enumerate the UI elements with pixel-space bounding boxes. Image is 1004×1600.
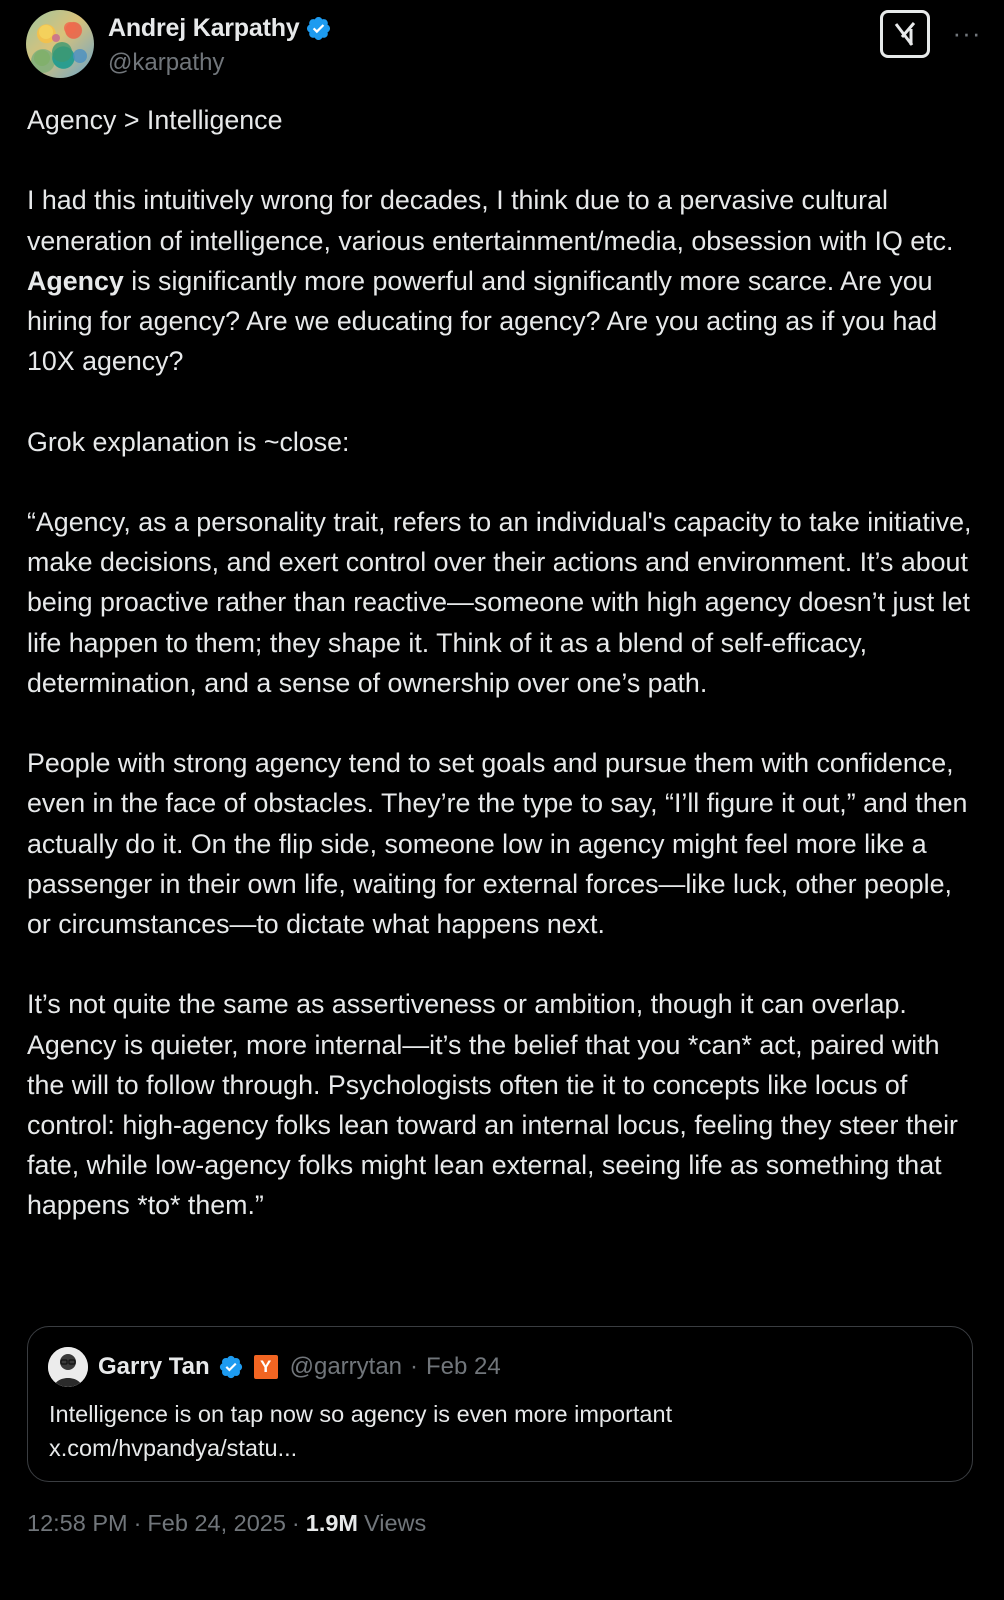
author-name[interactable]: Andrej Karpathy (108, 14, 300, 42)
avatar-artwork-icon (26, 10, 94, 78)
verified-badge-icon[interactable] (305, 15, 332, 42)
tweet-time[interactable]: 12:58 PM (27, 1510, 128, 1536)
author-info (108, 14, 332, 77)
more-horizontal-icon: ··· (952, 17, 982, 48)
tweet-date[interactable]: Feb 24, 2025 (147, 1510, 286, 1536)
ycombinator-badge-icon[interactable]: Y (254, 1355, 278, 1379)
tweet-text (27, 100, 982, 1226)
author-avatar[interactable] (26, 10, 94, 78)
quoted-tweet-header (48, 1347, 501, 1387)
more-options-button[interactable] (950, 18, 984, 48)
separator-dot: · (133, 1510, 142, 1536)
separator-dot: · (410, 1353, 419, 1380)
tweet-bold-text: Agency (27, 265, 124, 296)
tweet-meta (27, 1510, 426, 1537)
quoted-author-handle[interactable]: @garrytan (289, 1353, 403, 1380)
tweet-paragraph: Agency > Intelligence (27, 105, 283, 135)
tweet-text-segment: is significantly more powerful and significantly more scarce. Are you hiring for agency? Are we educating for agency? Are you acting as if you had 10X agency? (27, 265, 938, 377)
quoted-author-avatar[interactable] (48, 1347, 88, 1387)
quoted-tweet-date[interactable]: Feb 24 (426, 1353, 501, 1380)
tweet-paragraph: “Agency, as a personality trait, refers to an individual's capacity to take initiative, make decisions, and exert control over their actions and environment. It’s about being proactive rather than reactive—someone with high agency doesn’t just let life happen to them; they shape it. Think of it as a blend of self-efficacy, determination, and a sense of ownership over one’s path. (27, 506, 972, 698)
person-portrait-icon (48, 1347, 88, 1387)
grok-button[interactable] (880, 10, 930, 58)
tweet-paragraph: Grok explanation is ~close: (27, 426, 350, 457)
views-count[interactable]: 1.9M (305, 1510, 358, 1536)
verified-badge-icon[interactable] (218, 1354, 244, 1380)
author-handle[interactable]: @karpathy (108, 49, 225, 76)
quoted-text-line: Intelligence is on tap now so agency is even more important (49, 1401, 673, 1427)
quoted-tweet-text (49, 1397, 949, 1465)
separator-dot: · (291, 1510, 300, 1536)
tweet-paragraph (27, 180, 982, 381)
quoted-link[interactable]: x.com/hvpandya/statu... (49, 1435, 298, 1461)
quoted-author-name[interactable]: Garry Tan (98, 1353, 210, 1380)
tweet-text-segment: I had this intuitively wrong for decades, I think due to a pervasive cultural veneration of intelligence, various entertainment/media, obsession with IQ etc. (27, 185, 954, 256)
tweet-header (26, 10, 984, 80)
quoted-tweet-card[interactable] (27, 1326, 973, 1482)
grok-icon (890, 19, 920, 49)
views-label: Views (364, 1510, 427, 1536)
tweet-paragraph: People with strong agency tend to set goals and pursue them with confidence, even in the face of obstacles. They’re the type to say, “I’ll figure it out,” and then actually do it. On the flip side, someone low in agency might feel more like a passenger in their own life, waiting for external forces—like luck, other people, or circumstances—to dictate what happens next. (27, 748, 968, 939)
tweet-paragraph: It’s not quite the same as assertiveness or ambition, though it can overlap. Agency is quieter, more internal—it’s the belief that you *can* act, paired with the will to follow through. Psychologists often tie it to concepts like locus of control: high-agency folks lean toward an internal locus, feeling they steer their fate, while low-agency folks might lean external, seeing life as something that happens *to* them.” (27, 989, 958, 1221)
